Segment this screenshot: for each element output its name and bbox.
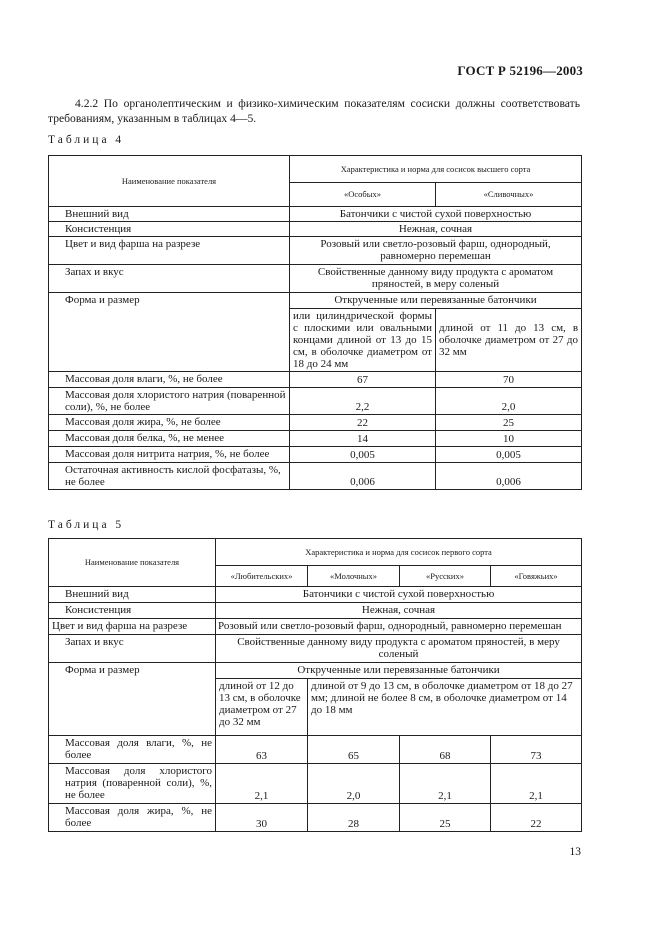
table5-row-salt-v1: 2,1 — [216, 764, 308, 804]
table4-row-consistency-value: Нежная, сочная — [290, 222, 582, 237]
table4-row-color-value: Розовый или светло-розовый фарш, однородный, равномерно перемешан — [290, 237, 582, 265]
table5-caption: Таблица 5 — [48, 519, 125, 531]
table4-row-nitrite-v1: 0,005 — [290, 447, 436, 463]
table5-row-moisture-v3: 68 — [400, 736, 491, 764]
document-header: ГОСТ Р 52196—2003 — [457, 63, 583, 78]
table5-row-appearance-name: Внешний вид — [49, 587, 216, 603]
table5-row-shape-name: Форма и размер — [49, 663, 216, 736]
table4-row-phosphatase-v2: 0,006 — [436, 463, 582, 490]
table4-row-consistency-name: Консистенция — [49, 222, 290, 237]
table5-row-shape-rest: длиной от 9 до 13 см, в оболочке диаметром от 18 до 27 мм; длиной не более 8 см, в оболочке диаметром от 14 до 18 мм — [308, 679, 582, 736]
table5-row-color-name: Цвет и вид фарша на разрезе — [49, 619, 216, 635]
table4-row-nitrite-name: Массовая доля нитрита натрия, %, не более — [49, 447, 290, 463]
table5-col-russkih: «Русских» — [400, 566, 491, 587]
table5-row-salt-name: Массовая доля хлористого натрия (поваренной соли), %, не более — [49, 764, 216, 804]
table4-row-protein-v2: 10 — [436, 431, 582, 447]
table5-row-moisture-v1: 63 — [216, 736, 308, 764]
table5-row-smell-value: Свойственные данному виду продукта с ароматом пряностей, в меру соленый — [216, 635, 582, 663]
table4-row-phosphatase-v1: 0,006 — [290, 463, 436, 490]
table5-row-salt-v3: 2,1 — [400, 764, 491, 804]
table4-row-smell-name: Запах и вкус — [49, 265, 290, 293]
table4-caption: Таблица 4 — [48, 134, 125, 146]
table4-row-protein-v1: 14 — [290, 431, 436, 447]
table4-row-salt-v1: 2,2 — [290, 388, 436, 415]
table5-row-color-value: Розовый или светло-розовый фарш, однородный, равномерно перемешан — [216, 619, 582, 635]
table5-row-moisture-name: Массовая доля влаги, %, не более — [49, 736, 216, 764]
table5-row-consistency-value: Нежная, сочная — [216, 603, 582, 619]
table4-col-slivochnyh: «Сливочных» — [436, 183, 582, 207]
table4-row-shape-name: Форма и размер — [49, 293, 290, 372]
table5-row-smell-name: Запах и вкус — [49, 635, 216, 663]
table5-row-fat-v2: 28 — [308, 804, 400, 832]
table4-row-fat-v2: 25 — [436, 415, 582, 431]
table4-row-appearance-value: Батончики с чистой сухой поверхностью — [290, 207, 582, 222]
table4-row-protein-name: Массовая доля белка, %, не менее — [49, 431, 290, 447]
table4-head-characteristic: Характеристика и норма для сосисок высшего сорта — [290, 156, 582, 183]
table5-row-shape-lyubitelskih: длиной от 12 до 13 см, в оболочке диаметром от 27 до 32 мм — [216, 679, 308, 736]
table5-col-molochnyh: «Молочных» — [308, 566, 400, 587]
table4-row-phosphatase-name: Остаточная активность кислой фосфатазы, %, не более — [49, 463, 290, 490]
table4-row-color-name: Цвет и вид фарша на разрезе — [49, 237, 290, 265]
intro-paragraph: 4.2.2 По органолептическим и физико-химическим показателям сосиски должны соответствовать требованиям, указанным в таблицах 4—5. — [48, 97, 580, 125]
table4-row-smell-value: Свойственные данному виду продукта с ароматом пряностей, в меру соленый — [290, 265, 582, 293]
table4-col-osobyh: «Особых» — [290, 183, 436, 207]
table4-row-shape-slivochnyh: длиной от 11 до 13 см, в оболочке диаметром от 27 до 32 мм — [436, 309, 582, 372]
table5-row-consistency-name: Консистенция — [49, 603, 216, 619]
table5-head-name: Наименование показателя — [49, 539, 216, 587]
table4-row-fat-name: Массовая доля жира, %, не более — [49, 415, 290, 431]
table4-row-moisture-name: Массовая доля влаги, %, не более — [49, 372, 290, 388]
table5-row-fat-v3: 25 — [400, 804, 491, 832]
table4-row-shape-common: Открученные или перевязанные батончики — [290, 293, 582, 309]
table4-row-salt-name: Массовая доля хлористого натрия (поваренной соли), %, не более — [49, 388, 290, 415]
table4-row-moisture-v1: 67 — [290, 372, 436, 388]
table5-col-govyazhih: «Говяжьих» — [491, 566, 582, 587]
table5-row-salt-v2: 2,0 — [308, 764, 400, 804]
table5-row-salt-v4: 2,1 — [491, 764, 582, 804]
table-5 — [48, 538, 582, 832]
table5-head-characteristic: Характеристика и норма для сосисок первого сорта — [216, 539, 582, 566]
table5-row-appearance-value: Батончики с чистой сухой поверхностью — [216, 587, 582, 603]
table4-row-shape-osobyh: или цилиндрической формы с плоскими или овальными концами длиной от 13 до 15 см, в оболочке диаметром от 18 до 24 мм — [290, 309, 436, 372]
table-4 — [48, 155, 582, 490]
table5-col-lyubitelskih: «Любительских» — [216, 566, 308, 587]
table4-row-moisture-v2: 70 — [436, 372, 582, 388]
table5-row-shape-common: Открученные или перевязанные батончики — [216, 663, 582, 679]
table5-row-moisture-v4: 73 — [491, 736, 582, 764]
table5-row-moisture-v2: 65 — [308, 736, 400, 764]
table4-row-nitrite-v2: 0,005 — [436, 447, 582, 463]
table4-row-salt-v2: 2,0 — [436, 388, 582, 415]
table5-row-fat-v4: 22 — [491, 804, 582, 832]
table4-row-fat-v1: 22 — [290, 415, 436, 431]
table4-row-appearance-name: Внешний вид — [49, 207, 290, 222]
table4-head-name: Наименование показателя — [49, 156, 290, 207]
page-number: 13 — [569, 846, 581, 858]
table5-row-fat-name: Массовая доля жира, %, не более — [49, 804, 216, 832]
table5-row-fat-v1: 30 — [216, 804, 308, 832]
